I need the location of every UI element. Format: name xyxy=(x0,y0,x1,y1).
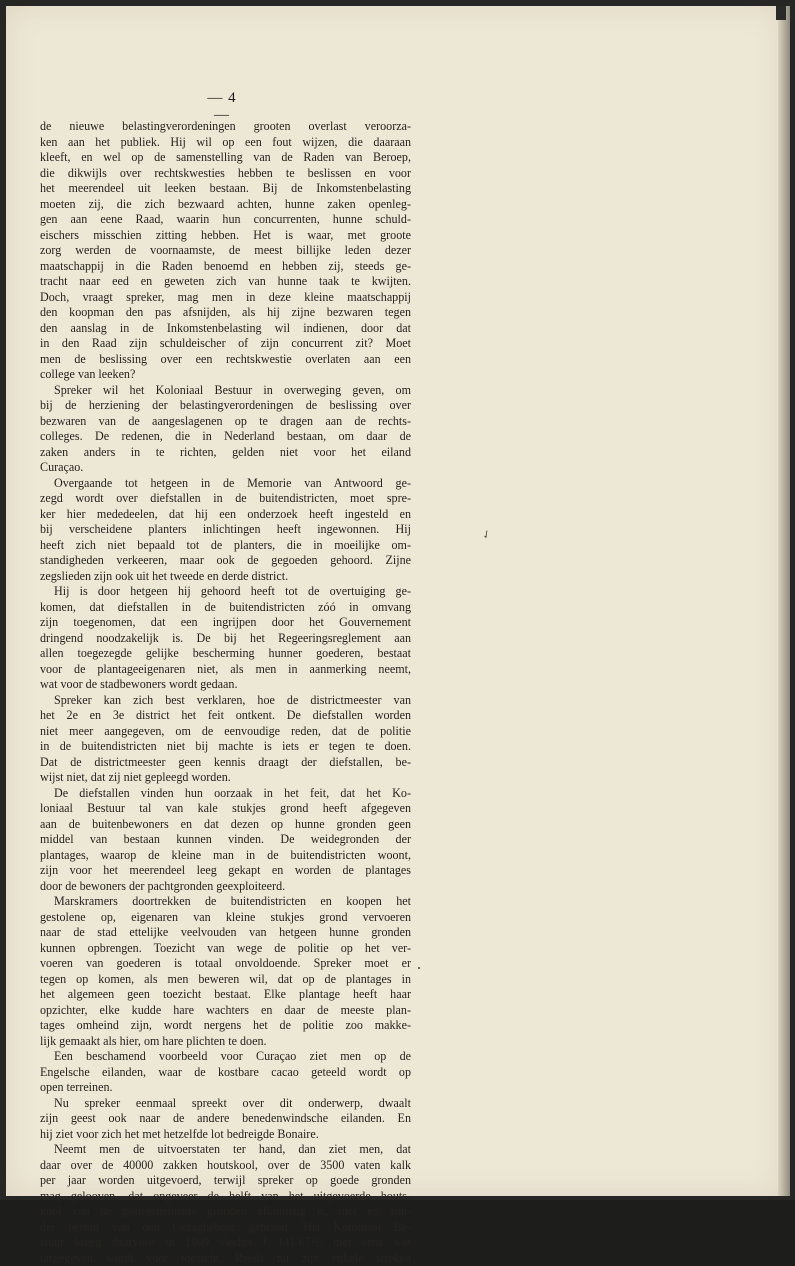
text-line: stuur kreeg daarvoor in 1909 slechts f 141.67½, niet eens wat xyxy=(40,1235,411,1251)
text-line: college van leeken? xyxy=(40,367,411,383)
text-line: in de buitendistricten niet bij machte is iets er tegen te doen. xyxy=(40,739,411,755)
text-line: het meerendeel uit leeken bestaan. Bij de Inkomstenbelasting xyxy=(40,181,411,197)
text-line: hij ziet voor zich het met hetzelfde lot bedreigde Bonaire. xyxy=(40,1127,411,1143)
text-line: den aanslag in de Inkomstenbelasting wil indienen, door dat xyxy=(40,321,411,337)
text-line: wijst niet, dat zij niet gepleegd worden. xyxy=(40,770,411,786)
text-line: De diefstallen vinden hun oorzaak in het feit, dat het Ko- xyxy=(40,786,411,802)
text-line: loniaal Bestuur tal van kale stukjes grond heeft afgegeven xyxy=(40,801,411,817)
text-line: mag gelooven, dat ongeveer de helft van het uitgevoerde houts- xyxy=(40,1189,411,1205)
text-line: opzichter, elke kudde hare wachters en daar de meeste plan- xyxy=(40,1003,411,1019)
corner-tab xyxy=(776,6,786,20)
text-line: naar de stad ettelijke veelvouden van hetgeen hunne gronden xyxy=(40,925,411,941)
text-line: niet meer aangegeven, om de eenvoudige reden, dat de politie xyxy=(40,724,411,740)
text-line: per jaar worden uitgevoerd, terwijl spreker op goede gronden xyxy=(40,1173,411,1189)
text-line: bij de herziening der belastingverordeningen de beslissing over xyxy=(40,398,411,414)
text-line: kunnen opbrengen. Toezicht van wege de politie op het ver- xyxy=(40,941,411,957)
text-line: de nieuwe belastingverordeningen grooten overlast veroorza- xyxy=(40,119,411,135)
text-line: Curaçao. xyxy=(40,460,411,476)
text-line: zijn geest ook naar de andere benedenwindsche eilanden. En xyxy=(40,1111,411,1127)
text-line: door de bewoners der pachtgronden geexploiteerd. xyxy=(40,879,411,895)
text-line: zijn toegenomen, dat een ingrijpen door het Gouvernement xyxy=(40,615,411,631)
text-line: voeren van goederen is totaal onvoldoende. Spreker moet er xyxy=(40,956,411,972)
text-line: Marskramers doortrekken de buitendistricten en koopen het xyxy=(40,894,411,910)
text-line: Engelsche eilanden, waar de kostbare cacao geteeld wordt op xyxy=(40,1065,411,1081)
text-line: gen aan eene Raad, waarin hun concurrenten, hunne schuld- xyxy=(40,212,411,228)
text-line: zegd wordt over diefstallen in de buitendistricten, moet spre- xyxy=(40,491,411,507)
text-line: gestolene op, eigenaren van kleine stukjes grond vervoeren xyxy=(40,910,411,926)
text-line: die dikwijls over rechtskwesties hebben te beslissen en voor xyxy=(40,166,411,182)
text-line: zijn voor het meerendeel leeg gekapt en worden de plantages xyxy=(40,863,411,879)
text-line: standigheden verkeeren, maar ook de gegoeden gehoord. Zijne xyxy=(40,553,411,569)
text-line: tages omheind zijn, wordt nergens het de politie zoo makke- xyxy=(40,1018,411,1034)
body-text xyxy=(40,119,411,1266)
text-line: ken aan het publiek. Hij wil op een fout wijzen, die daaraan xyxy=(40,135,411,151)
text-line: Spreker wil het Koloniaal Bestuur in overweging geven, om xyxy=(40,383,411,399)
text-line: daar over de 40000 zakken houtskool, over de 3500 vaten kalk xyxy=(40,1158,411,1174)
text-line: moeten zij, die zich bezwaard achten, hunne zaken openleg- xyxy=(40,197,411,213)
text-line: zorg werden de voornaamste, de meest billijke leden dezer xyxy=(40,243,411,259)
text-line: Doch, vraagt spreker, mag men in deze kleine maatschappij xyxy=(40,290,411,306)
text-line: Spreker kan zich best verklaren, hoe de districtmeester van xyxy=(40,693,411,709)
text-line: allen toegezegde gelijke bescherming hunner goederen, bestaat xyxy=(40,646,411,662)
text-line: maatschappij in die Raden benoemd en hebben zij, steeds ge- xyxy=(40,259,411,275)
text-line: wat voor de stadbewoners wordt gedaan. xyxy=(40,677,411,693)
text-line: zaken anders in te richten, gelden niet voor het eiland xyxy=(40,445,411,461)
text-line: zegslieden zijn ook uit het tweede en derde district. xyxy=(40,569,411,585)
text-line: plantages, waarop de kleine man in de buitendistricten woont, xyxy=(40,848,411,864)
text-line: tracht naar eed en geweten zich van hunne taak te kwijten. xyxy=(40,274,411,290)
ink-speck xyxy=(418,967,420,969)
text-line: ker hier mededeelen, dat hij een onderzoek heeft ingesteld en xyxy=(40,507,411,523)
text-line: het algemeen geen toezicht bestaat. Elke plantage heeft haar xyxy=(40,987,411,1003)
document-page xyxy=(6,6,782,1196)
text-line: dringend noodzakelijk is. De bij het Regeeringsreglement aan xyxy=(40,631,411,647)
text-line: Nu spreker eenmaal spreekt over dit onderwerp, dwaalt xyxy=(40,1096,411,1112)
text-line: het 2e en 3e district het feit ontkent. De diefstallen worden xyxy=(40,708,411,724)
text-line: colleges. De redenen, die in Nederland bestaan, om daar de xyxy=(40,429,411,445)
text-line: komen, dat diefstallen in de buitendistricten zóó in omvang xyxy=(40,600,411,616)
text-line: in den Raad zijn schuldeischer of zijn concurrent zit? Moet xyxy=(40,336,411,352)
text-line: aan de buitenbewoners en dat dezen op hunne gronden geen xyxy=(40,817,411,833)
text-line: Overgaande tot hetgeen in de Memorie van Antwoord ge- xyxy=(40,476,411,492)
text-line: bezwaren van de aangeslagenen op te dragen aan de rechts- xyxy=(40,414,411,430)
page-number: — 4 — xyxy=(206,90,238,124)
text-line: bij verscheidene planters inlichtingen heeft ingewonnen. Hij xyxy=(40,522,411,538)
text-line: Hij is door hetgeen hij gehoord heeft tot de overtuiging ge- xyxy=(40,584,411,600)
text-line: Een beschamend voorbeeld voor Curaçao ziet men op de xyxy=(40,1049,411,1065)
page-edge xyxy=(778,6,790,1196)
text-line: Neemt men de uitvoerstaten ter hand, dan ziet men, dat xyxy=(40,1142,411,1158)
margin-mark: ✓ xyxy=(479,527,493,543)
text-line: men de beslissing over een rechtskwestie overlaten aan een xyxy=(40,352,411,368)
text-line: der permit van den Gezaghebber gebrand. Het Koloniaal Be- xyxy=(40,1220,411,1236)
text-line: middel van bestaan kunnen vinden. De weidegronden der xyxy=(40,832,411,848)
text-line: lijk gemaakt als hier, om hare plichten te doen. xyxy=(40,1034,411,1050)
text-line: voor de plantageeigenaren niet, als men in aanmerking neemt, xyxy=(40,662,411,678)
text-line: tegen op komen, als men beweren wil, dat op de plantages in xyxy=(40,972,411,988)
text-line: open terreinen. xyxy=(40,1080,411,1096)
text-line: den koopman den pas afsnijden, als hij zijne bezwaren tegen xyxy=(40,305,411,321)
text-line: heeft zich niet bepaald tot de planters, die in moeilijke om- xyxy=(40,538,411,554)
text-line: eischers misschien zitting hebben. Het is waar, met groote xyxy=(40,228,411,244)
text-line: kleeft, en wel op de samenstelling van de Raden van Beroep, xyxy=(40,150,411,166)
text-line: uitgegeven wordt voor toezicht. Reeds nu zijn enkele streken xyxy=(40,1251,411,1266)
text-line: Dat de districtmeester geen kennis draagt der diefstallen, be- xyxy=(40,755,411,771)
text-line: kool van de gouvernements gronden afkomstig is, met en zon- xyxy=(40,1204,411,1220)
